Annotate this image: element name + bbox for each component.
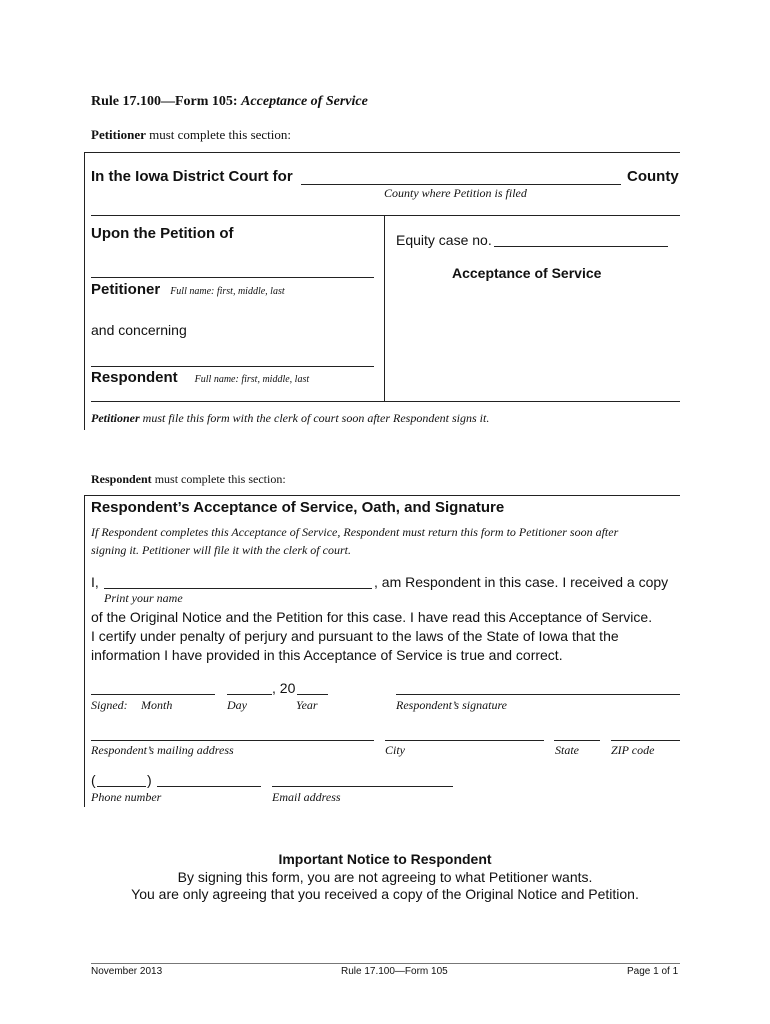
email-field[interactable]: [272, 786, 453, 787]
respondent-left-border: [84, 495, 85, 807]
caption-bottom-border: [91, 401, 680, 402]
caption-top-border: [84, 152, 680, 153]
statement-line-2: of the Original Notice and the Petition for this case. I have read this Acceptance of Service.: [91, 609, 653, 625]
signature-label: Respondent’s signature: [396, 698, 507, 712]
mailing-address-label: Respondent’s mailing address: [91, 743, 234, 757]
petitioner-hint: Full name: first, middle, last: [170, 286, 285, 297]
document-title: Acceptance of Service: [452, 265, 602, 281]
county-label: County: [627, 168, 679, 185]
month-label: Month: [141, 698, 173, 712]
signature-field[interactable]: [396, 694, 680, 695]
phone-open-paren: (: [91, 772, 96, 788]
petitioner-name-field[interactable]: [91, 277, 374, 278]
statement-line-3: I certify under penalty of perjury and pursuant to the laws of the State of Iowa that the: [91, 628, 619, 644]
footer-rule: [91, 963, 680, 964]
footer-page: Page 1 of 1: [627, 966, 679, 977]
respondent-row: [91, 369, 309, 387]
form-header: [91, 94, 368, 110]
respondent-instruction-2: signing it. Petitioner will file it with the clerk of court.: [91, 543, 351, 557]
county-hint: County where Petition is filed: [384, 186, 527, 200]
and-concerning-label: and concerning: [91, 322, 187, 338]
city-field[interactable]: [385, 740, 544, 741]
phone-number-field[interactable]: [157, 786, 261, 787]
respondent-instruction-1: If Respondent completes this Acceptance of Service, Respondent must return this form to Petitioner soon after: [91, 525, 619, 539]
court-label: In the Iowa District Court for: [91, 168, 293, 185]
state-label: State: [555, 743, 579, 757]
petitioner-row: [91, 281, 285, 299]
respondent-label: Respondent: [91, 369, 178, 386]
i-label: I,: [91, 574, 99, 590]
form-title: Acceptance of Service: [241, 94, 368, 109]
mailing-address-field[interactable]: [91, 740, 374, 741]
day-label: Day: [227, 698, 247, 712]
caption-left-border: [84, 152, 85, 430]
month-field[interactable]: [91, 694, 215, 695]
zip-code-label: ZIP code: [611, 743, 655, 757]
phone-label: Phone number: [91, 790, 162, 804]
equity-case-label: Equity case no.: [396, 232, 492, 248]
city-label: City: [385, 743, 405, 757]
respondent-name-field[interactable]: [91, 366, 374, 367]
phone-close-paren: ): [147, 772, 152, 788]
area-code-field[interactable]: [97, 786, 146, 787]
upon-petition-label: Upon the Petition of: [91, 225, 234, 242]
footer-form-ref: Rule 17.100—Form 105: [341, 966, 448, 977]
petitioner-label: Petitioner: [91, 281, 161, 298]
year-field[interactable]: [297, 694, 328, 695]
county-field[interactable]: [301, 184, 621, 185]
statement-line-1: , am Respondent in this case. I received a copy: [374, 574, 669, 590]
zip-code-field[interactable]: [611, 740, 680, 741]
footer-date: November 2013: [91, 966, 163, 977]
respondent-hint: Full name: first, middle, last: [194, 374, 310, 385]
notice-line-2: You are only agreeing that you received a copy of the Original Notice and Petition.: [131, 886, 639, 902]
respondent-top-border: [84, 495, 680, 496]
caption-divider: [91, 215, 680, 216]
day-field[interactable]: [227, 694, 272, 695]
equity-case-field[interactable]: [494, 246, 668, 247]
state-field[interactable]: [554, 740, 600, 741]
filing-note: Petitioner must file this form with the clerk of court soon after Respondent signs it.: [91, 411, 490, 425]
print-name-field[interactable]: [104, 588, 372, 589]
notice-line-1: By signing this form, you are not agreeing to what Petitioner wants.: [177, 869, 593, 885]
statement-line-4: information I have provided in this Acceptance of Service is true and correct.: [91, 647, 563, 663]
email-label: Email address: [272, 790, 341, 804]
respondent-heading: Respondent’s Acceptance of Service, Oath, and Signature: [91, 499, 505, 516]
notice-title: Important Notice to Respondent: [278, 851, 492, 867]
signed-label: Signed:: [91, 698, 128, 712]
year-prefix: , 20: [272, 680, 296, 696]
respondent-instruction: Respondent must complete this section:: [91, 472, 286, 486]
caption-center-divider: [384, 215, 385, 402]
petitioner-instruction: Petitioner must complete this section:: [91, 127, 292, 142]
rule-number: Rule 17.100—Form 105:: [91, 94, 242, 109]
print-name-hint: Print your name: [104, 591, 183, 605]
year-label: Year: [296, 698, 318, 712]
